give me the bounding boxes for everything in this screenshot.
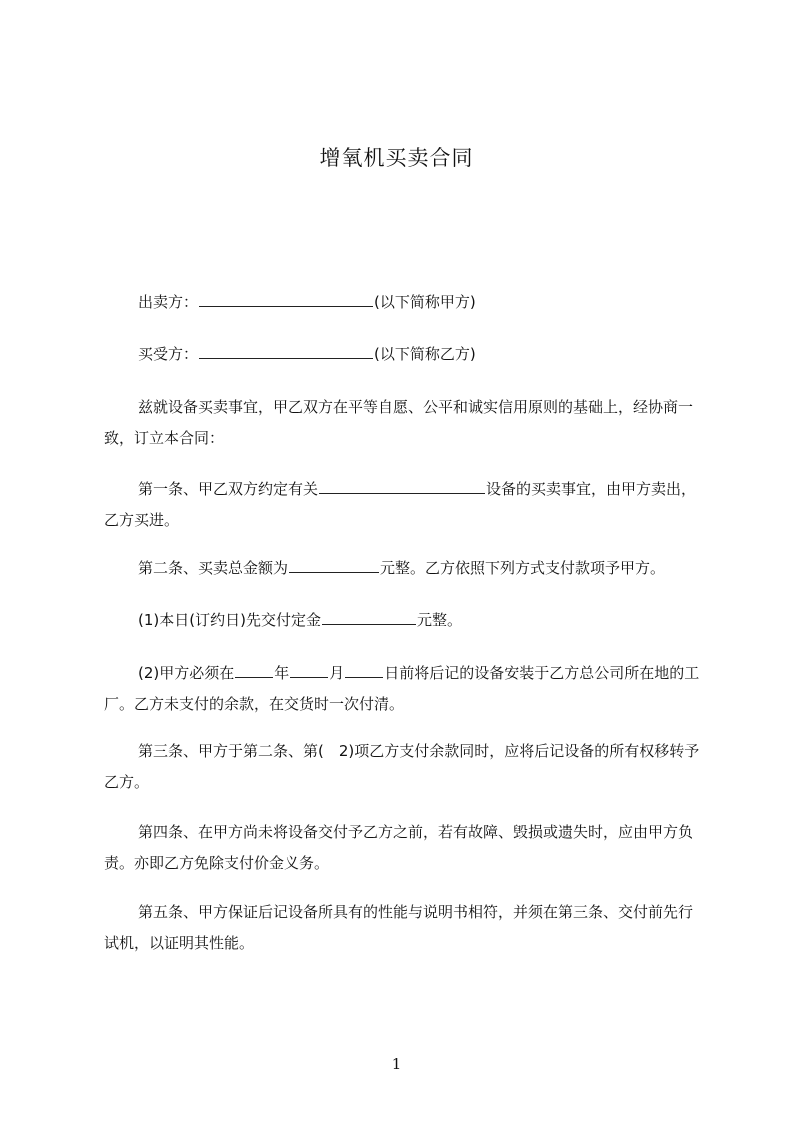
seller-label: 出卖方：: [138, 293, 199, 311]
preamble: [104, 392, 704, 454]
seller-line: [104, 287, 704, 318]
article-5: [104, 897, 704, 959]
day-blank[interactable]: [345, 663, 383, 678]
article-2: [104, 553, 704, 584]
month-blank[interactable]: [290, 663, 328, 678]
article-5-text: 第五条、甲方保证后记设备所具有的性能与说明书相符，并须在第三条、交付前先行试机，以证明其性能。: [104, 903, 694, 952]
buyer-label: 买受方：: [138, 345, 199, 363]
buyer-line: [104, 339, 704, 370]
item-2-pre: (2)甲方必须在: [138, 664, 235, 682]
item-1: [104, 605, 704, 636]
buyer-name-blank[interactable]: [199, 344, 373, 359]
page-title: 增氧机买卖合同: [319, 146, 474, 170]
article-1: [104, 474, 704, 536]
preamble-text: 兹就设备买卖事宜，甲乙双方在平等自愿、公平和诚实信用原则的基础上，经协商一致，订立本合同：: [104, 398, 694, 447]
month-label: 月: [329, 664, 345, 682]
article-3-text: 第三条、甲方于第二条、第( 2)项乙方支付余款同时，应将后记设备的所有权移转予乙方。: [104, 742, 700, 791]
total-amount-blank[interactable]: [289, 558, 379, 573]
item-2: [104, 658, 704, 720]
page-number: 1: [391, 1055, 402, 1073]
year-label: 年: [274, 664, 290, 682]
buyer-suffix: (以下简称乙方): [374, 345, 476, 363]
article-3: [104, 736, 704, 798]
item-2-post: 日前将后记的设备安装于乙方总公司所在地的工厂。乙方未支付的余款，在交货时一次付清。: [104, 664, 700, 713]
article-2-post: 元整。乙方依照下列方式支付款项予甲方。: [380, 559, 666, 577]
equipment-name-blank[interactable]: [319, 479, 485, 494]
seller-suffix: (以下简称甲方): [374, 293, 476, 311]
item-1-pre: (1)本日(订约日)先交付定金: [138, 611, 321, 629]
article-4: [104, 817, 704, 879]
deposit-amount-blank[interactable]: [322, 610, 416, 625]
article-2-pre: 第二条、买卖总金额为: [138, 559, 289, 577]
item-1-post: 元整。: [416, 611, 462, 629]
article-1-pre: 第一条、甲乙双方约定有关: [138, 480, 319, 498]
year-blank[interactable]: [235, 663, 273, 678]
article-1-post: 设备的买卖事宜，由甲方卖出，乙方买进。: [104, 480, 697, 529]
seller-name-blank[interactable]: [199, 292, 373, 307]
article-4-text: 第四条、在甲方尚未将设备交付予乙方之前，若有故障、毁损或遗失时，应由甲方负责。亦即乙方免除支付价金义务。: [104, 823, 694, 872]
